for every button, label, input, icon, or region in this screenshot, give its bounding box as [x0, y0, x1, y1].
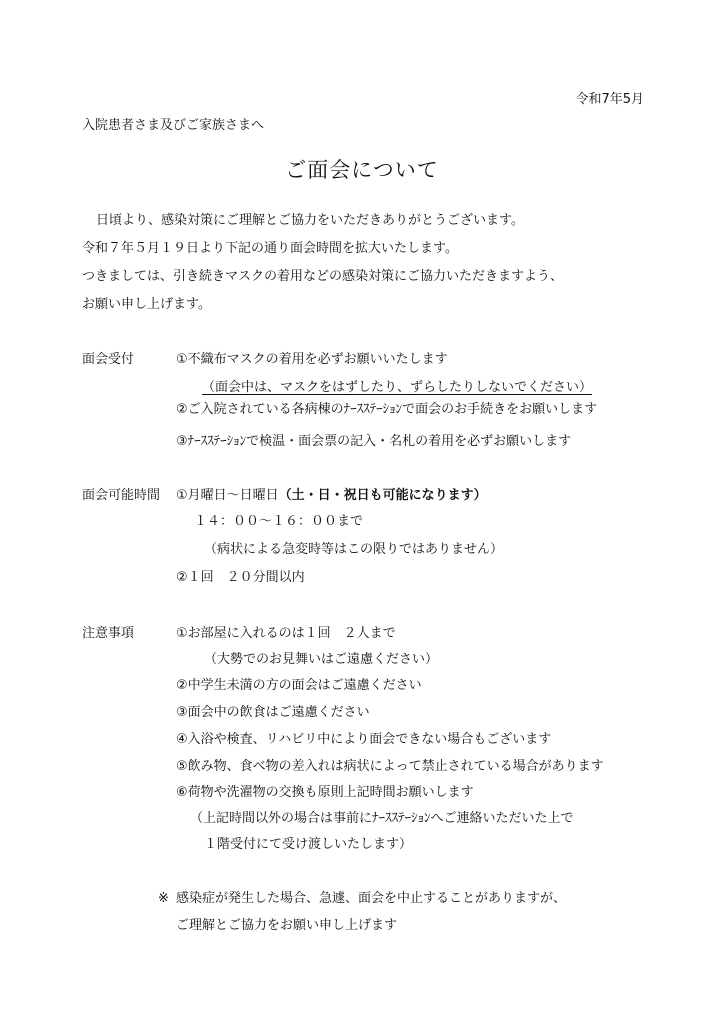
- notes-item-5: ⑤飲み物、食べ物の差入れは病状によって禁止されている場合があります: [176, 759, 604, 774]
- date: 令和7年5月: [575, 92, 644, 107]
- intro-line-3: つきましては、引き続きマスクの着用などの感染対策にご協力いただきますよう、: [82, 269, 564, 284]
- notes-item-3: ③面会中の飲食はご遠慮ください: [176, 705, 370, 720]
- reception-item-3: ③ﾅｰｽｽﾃｰｼｮﾝで検温・面会票の記入・名札の着用を必ずお願いします: [176, 434, 572, 449]
- hours-label: 面会可能時間: [82, 488, 161, 503]
- hours-days: ①月曜日～日曜日: [176, 488, 279, 503]
- reception-label: 面会受付: [82, 352, 135, 367]
- recipient: 入院患者さま及びご家族さまへ: [82, 118, 265, 133]
- footer-line-2: ご理解とご協力をお願い申し上げます: [176, 918, 398, 933]
- hours-time-note: （病状による急変時等はこの限りではありません）: [204, 542, 504, 557]
- notes-item-1-note: （大勢でのお見舞いはご遠慮ください）: [204, 652, 439, 667]
- notes-item-4: ④入浴や検査、リハビリ中により面会できない場合もございます: [176, 732, 552, 747]
- reception-item-1-note: （面会中は、マスクをはずしたり、ずらしたりしないでください）: [202, 380, 593, 395]
- page-title: ご面会について: [285, 158, 439, 182]
- intro-line-1: 日頃より、感染対策にご理解とご協力をいただきありがとうございます。: [96, 213, 524, 228]
- notes-item-6-note-1: （上記時間以外の場合は事前にﾅｰｽｽﾃｰｼｮﾝへご連絡いただいた上で: [190, 811, 574, 826]
- hours-item-2: ②１回 ２０分間以内: [176, 570, 305, 585]
- intro-line-2: 令和７年５月１９日より下記の通り面会時間を拡大いたします。: [82, 241, 458, 256]
- footer-line-1: 感染症が発生した場合、急遽、面会を中止することがありますが、: [176, 891, 567, 906]
- notes-item-6: ⑥荷物や洗濯物の交換も原則上記時間お願いします: [176, 785, 474, 800]
- reception-item-1: ①不織布マスクの着用を必ずお願いいたします: [176, 352, 448, 367]
- notes-item-6-note-2: １階受付にて受け渡しいたします）: [204, 837, 413, 852]
- reception-item-2: ②ご入院されている各病棟のﾅｰｽｽﾃｰｼｮﾝで面会のお手続きをお願いします: [176, 402, 598, 417]
- hours-time: １４：００～１６：００まで: [194, 514, 364, 529]
- footer-mark: ※: [158, 891, 169, 906]
- hours-weekend-note: （土・日・祝日も可能になります）: [278, 488, 487, 503]
- notes-label: 注意事項: [82, 626, 135, 641]
- notes-item-2: ②中学生未満の方の面会はご遠慮ください: [176, 678, 422, 693]
- intro-line-4: お願い申し上げます。: [82, 297, 211, 312]
- notes-item-1: ①お部屋に入れるのは１回 ２人まで: [176, 626, 396, 641]
- hours-item-1: [176, 488, 487, 504]
